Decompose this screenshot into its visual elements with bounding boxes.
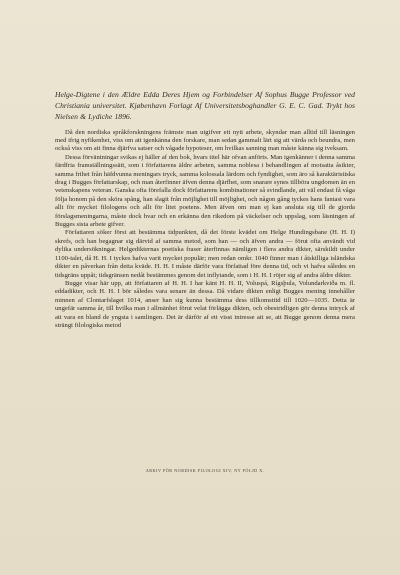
review-text	[55, 89, 355, 330]
review-heading: Helge-Digtene i den Ældre Edda Deres Hjem og Forbindelser Af Sophus Bugge Professor ved Christiania universitet. Kjøbenhavn Forlagt Af Universitetsboghandler G. E. C. Gad. Trykt hos Nielsen & Lydiche 1896.	[55, 90, 355, 122]
page-footer-signature: ARKIV FÖR NORDISK FILOLOGI XIV, NY FÖLJD X.	[145, 468, 265, 473]
paragraph-4: Bugge visar här upp, att författaren af H. H. I har känt H. H. II, Voluspá, Rígsþula, Volundarkviða m. fl. eddadikter, och H. H. I bör således vara senare än dessa. Då vidare dikten enligt Bugges mening innehåller minnen af Clontarfslaget 1014, anser han sig kunna bestämma dess tillkomsttid till 1020—1035. Detta är ungefär samma år, till hvilka man i allmänhet förut velat förlägga dikten, och obestridligen gör denna intryck af att vara en bland de yngsta i samlingen. Det är därför af ett visst intresse att se, att Bugge genom denna mera strängt filologiska metod	[55, 279, 355, 329]
paragraph-3: Författaren söker först att bestämma tidpunkten, då det förste kvädet om Helge Hundingsbane (H. H. I) skrefs, och han begagnar sig därvid af samma metod, som han — och äfven andra — förut ofta användt vid dylika undersökningar. Helgedikternas poetiska fraser återfinnas nämligen i flera andra dikter, särskildt under 1100-talet, då H. H. I tyckes hafva varit mycket populär; men redan omkr. 1040 finner man i åtskilliga isländska dikter en påverkan från detta kväde. H. H. I måste därför vara författad före denna tid, och vi hafva således en tidsgräns uppåt; tidsgränsen nedåt bestämmes genom det inflytande, som i H. H. I röjer sig af andra äldre dikter.	[55, 229, 355, 279]
paragraph-2: Dessa förväntningar svikas ej häller af den bok, hvars titel här ofvan anförts. Man igenkänner i denna samma färdfria framställningssätt, som i författarens äldre arbeten, samma noblesa i behandlingen af motsatta åsikter, samma frihet från häfdvunna meningars tryck, samma kolossala lärdom och fyndighet, som äro så karaktäristiska drag i Bugges författarskap, och man återfinner äfven denna djärfhet, som snarare synes tillböra ungdomen än en vetenskapens veteran. Ganska ofta förefalla dock författarens kombinationer så svindlande, att väl endast få våga följa honom på den sköra spång, han slagit från möjlighet till möjlighet, och någon gång tyckes hans fantasi vara allt för mycket filologens och allt för litet poetens. Men äfven om man ej kan ansluta sig till de gjorda förslagsmeningarna, måste dock hvar och en erkänna den rikedom på väckelser och uppslag, som läsningen af Bugges sista arbete gifver.	[55, 153, 355, 229]
paragraph-1: Då den nordiska språkforskningens främste man utgifver ett nytt arbete, skyndar man alltid till läsningen med ifrig nyfikenhet, viss om att igenkänna den forskare, man sedan gammalt lärt sig att värda och beundra, men också viss om att finna djärfva satser och vågade hypoteser, om hvilkas sanning man måste känna sig tveksam.	[55, 128, 355, 153]
